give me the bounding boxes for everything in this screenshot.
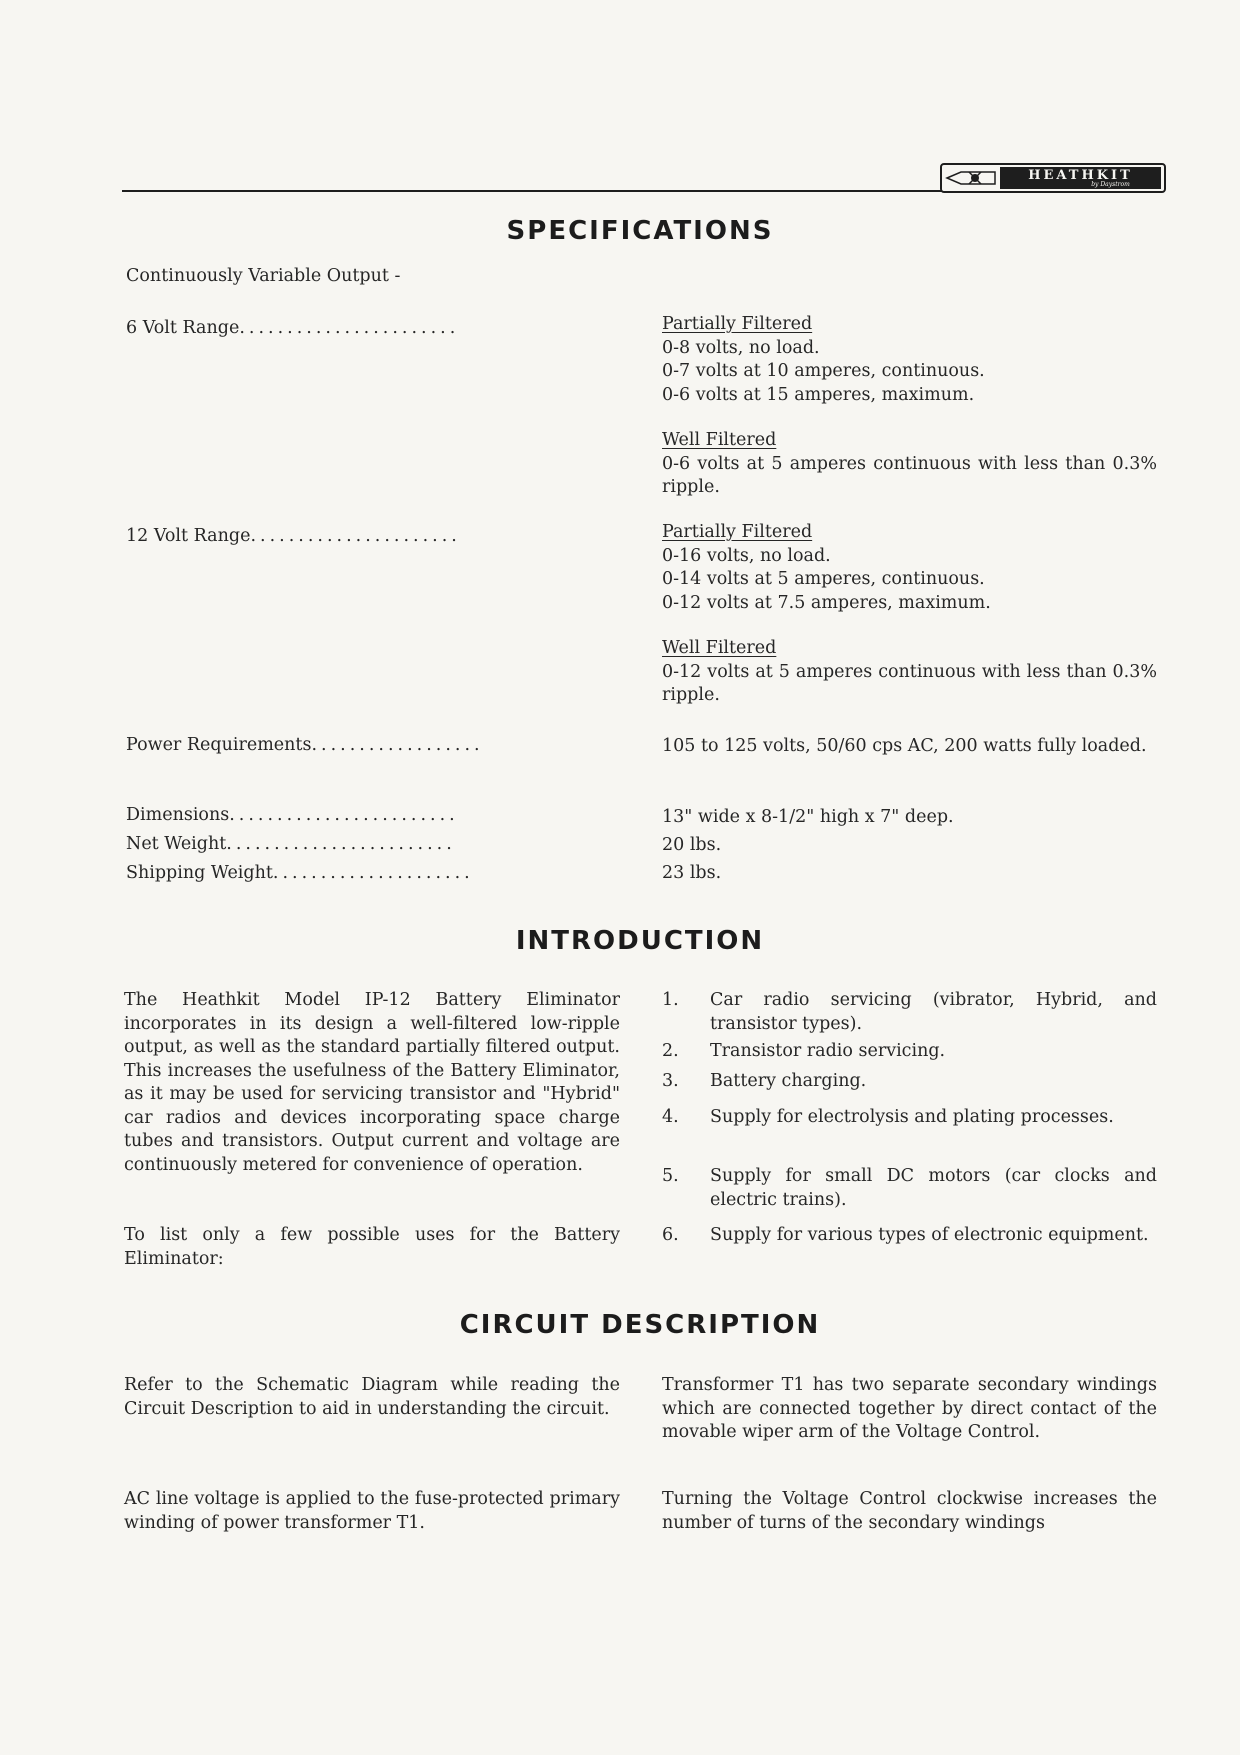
spec-value-shipping-weight: 23 lbs. (662, 863, 722, 883)
spec-value-6-volt: Partially Filtered 0-8 volts, no load. 0-7 volts at 10 amperes, continuous. 0-6 volts at 15 amperes, maximum. Well Filtered 0-6 volts at 5 amperes continuous with less than 0.3% ripple. (662, 314, 1157, 497)
spec-value-power: 105 to 125 volts, 50/60 cps AC, 200 watts fully loaded. (662, 736, 1147, 756)
spec-value-12-volt: Partially Filtered 0-16 volts, no load. 0-14 volts at 5 amperes, continuous. 0-12 volts at 7.5 amperes, maximum. Well Filtered 0-12 volts at 5 amperes continuous with less than 0.3% ripple. (662, 522, 1157, 705)
spec-label-net-weight: Net Weight........................ (126, 834, 456, 854)
specifications-title: SPECIFICATIONS (506, 216, 774, 246)
spec-subtitle: Partially Filtered (662, 522, 813, 542)
list-item: 4. Supply for electrolysis and plating processes. (662, 1107, 1114, 1127)
spec-label-dimensions: Dimensions........................ (126, 805, 459, 825)
spec-value-dimensions: 13" wide x 8-1/2" high x 7" deep. (662, 807, 954, 827)
header-rule (122, 190, 942, 192)
continuous-output-label: Continuously Variable Output - (126, 266, 401, 286)
spec-value-net-weight: 20 lbs. (662, 835, 722, 855)
list-item: 6. Supply for various types of electronic equipment. (662, 1225, 1149, 1245)
list-item: 3. Battery charging. (662, 1071, 867, 1091)
list-item: 5. Supply for small DC motors (car clocks and electric trains). (662, 1166, 1157, 1210)
circuit-paragraph: Refer to the Schematic Diagram while reading the Circuit Description to aid in understanding the circuit. (124, 1375, 620, 1419)
spec-label-12-volt: 12 Volt Range...................... (126, 526, 461, 546)
list-item: 1. Car radio servicing (vibrator, Hybrid, and transistor types). (662, 990, 1157, 1034)
spec-subtitle: Partially Filtered (662, 314, 813, 334)
spec-subtitle: Well Filtered (662, 430, 777, 450)
circuit-paragraph: Turning the Voltage Control clockwise increases the number of turns of the secondary windings (662, 1489, 1157, 1533)
circuit-description-title: CIRCUIT DESCRIPTION (459, 1310, 821, 1340)
spec-label-6-volt: 6 Volt Range....................... (126, 318, 460, 338)
introduction-paragraph: The Heathkit Model IP-12 Battery Eliminator incorporates in its design a well-filtered low-ripple output, as well as the standard partially filtered output. This increases the usefulness of the Battery Eliminator, as it may be used for servicing transistor and "Hybrid" car radios and devices incorporating space charge tubes and transistors. Output current and voltage are continuously metered for convenience of operation. (124, 990, 620, 1175)
circuit-paragraph: Transformer T1 has two separate secondary windings which are connected together by direct contact of the movable wiper arm of the Voltage Control. (662, 1375, 1157, 1442)
introduction-paragraph: To list only a few possible uses for the Battery Eliminator: (124, 1225, 620, 1269)
logo-subtext: by Daystrom (1091, 180, 1130, 188)
heathkit-logo (940, 163, 1166, 193)
list-item: 2. Transistor radio servicing. (662, 1041, 946, 1061)
heathkit-logo-mark-icon (942, 165, 1000, 191)
introduction-title: INTRODUCTION (515, 926, 765, 956)
spec-subtitle: Well Filtered (662, 638, 777, 658)
spec-label-power: Power Requirements.................. (126, 735, 484, 755)
heathkit-logo-text (1000, 167, 1161, 189)
logo-wordmark: HEATHKIT (1028, 167, 1133, 183)
circuit-paragraph: AC line voltage is applied to the fuse-protected primary winding of power transformer T1. (124, 1489, 620, 1533)
spec-label-shipping-weight: Shipping Weight..................... (126, 863, 474, 883)
